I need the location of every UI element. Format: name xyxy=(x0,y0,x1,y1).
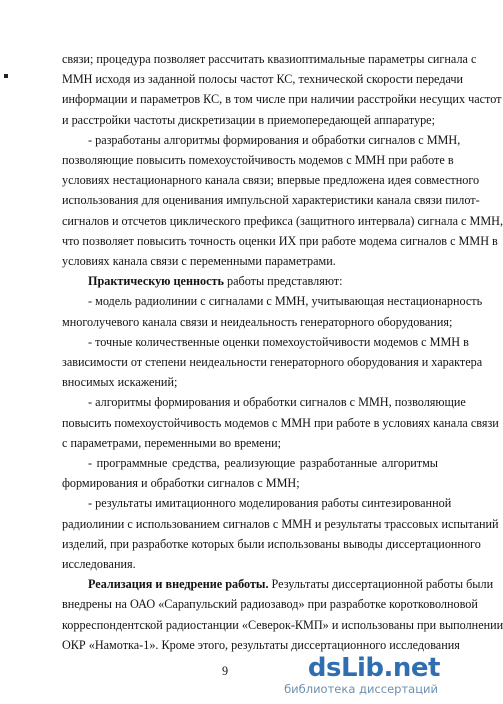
text-line: вносимых искажений; xyxy=(62,375,178,390)
text-line: Реализация и внедрение работы. Результаты диссертационной работы были xyxy=(88,577,494,592)
text-line: использования для оценивания импульсной характеристики канала связи пилот- xyxy=(62,193,480,208)
bold-run: Практическую ценность xyxy=(88,274,224,289)
text-line: что позволяет повысить точность оценки ИХ при работе модема сигналов с ММН в xyxy=(62,233,498,248)
text-line: изделий, при разработке которых были использованы выводы диссертационного xyxy=(62,536,481,551)
text-line: связи; процедура позволяет рассчитать квазиоптимальные параметры сигнала с xyxy=(62,52,477,66)
text-line: сигналов и отсчетов циклического префикса (защитного интервала) сигнала с ММН, xyxy=(62,213,503,228)
text-line: - алгоритмы формирования и обработки сигналов с ММН, позволяющие xyxy=(88,395,466,410)
text-line: корреспондентской радиостанции «Северок-КМП» и использованы при выполнении xyxy=(62,617,503,632)
text-line: позволяющие повысить помехоустойчивость модемов с ММН при работе в xyxy=(62,153,454,167)
text-line: условиях канала связи с переменными параметрами. xyxy=(62,254,336,268)
text-line: многолучевого канала связи и неидеальность генераторного оборудования; xyxy=(62,314,453,329)
text-line: радиолинии с использованием сигналов с ММН и результаты трассовых испытаний xyxy=(62,516,499,531)
watermark-logo: dsLib.net xyxy=(307,653,440,683)
margin-mark xyxy=(4,74,8,78)
watermark xyxy=(235,654,440,698)
text-line: условиях нестационарного канала связи; впервые предложена идея совместного xyxy=(62,173,480,188)
page-number: 9 xyxy=(221,664,229,678)
text-line: исследования. xyxy=(62,557,136,571)
text-line: ММН исходя из заданной полосы частот КС, технической скорости передачи xyxy=(62,72,464,87)
text-line: - программные средства, реализующие разработанные алгоритмы xyxy=(88,456,438,470)
text-line: повысить помехоустойчивость модемов с ММН при работе в условиях канала связи xyxy=(62,415,499,430)
text-line: информации и параметров КС, в том числе при наличии расстройки несущих частот xyxy=(62,92,502,107)
text-line: внедрены на ОАО «Сарапульский радиозавод» при разработке коротковолновой xyxy=(62,597,478,612)
text-line: - результаты имитационного моделирования работы синтезированной xyxy=(88,496,452,511)
text-line: и расстройки частоты дискретизации в приемопередающей аппаратуре; xyxy=(62,112,435,127)
text-line: - модель радиолинии с сигналами с ММН, учитывающая нестационарность xyxy=(88,294,483,309)
text-line: - точные количественные оценки помехоустойчивости модемов с ММН в xyxy=(88,334,469,349)
text-line: Практическую ценность работы представляют: xyxy=(88,274,343,289)
text-line: - разработаны алгоритмы формирования и обработки сигналов с ММН, xyxy=(88,132,461,147)
bold-run: Реализация и внедрение работы. xyxy=(88,577,269,592)
watermark-subtitle: библиотека диссертаций xyxy=(284,682,438,696)
text-line: зависимости от степени неидеальности генераторного оборудования и характера xyxy=(62,355,483,369)
text-line: ОКР «Намотка-1». Кроме этого, результаты диссертационного исследования xyxy=(62,637,460,652)
text-line: формирования и обработки сигналов с ММН; xyxy=(62,476,300,491)
text-line: с параметрами, переменными во времени; xyxy=(62,435,282,450)
